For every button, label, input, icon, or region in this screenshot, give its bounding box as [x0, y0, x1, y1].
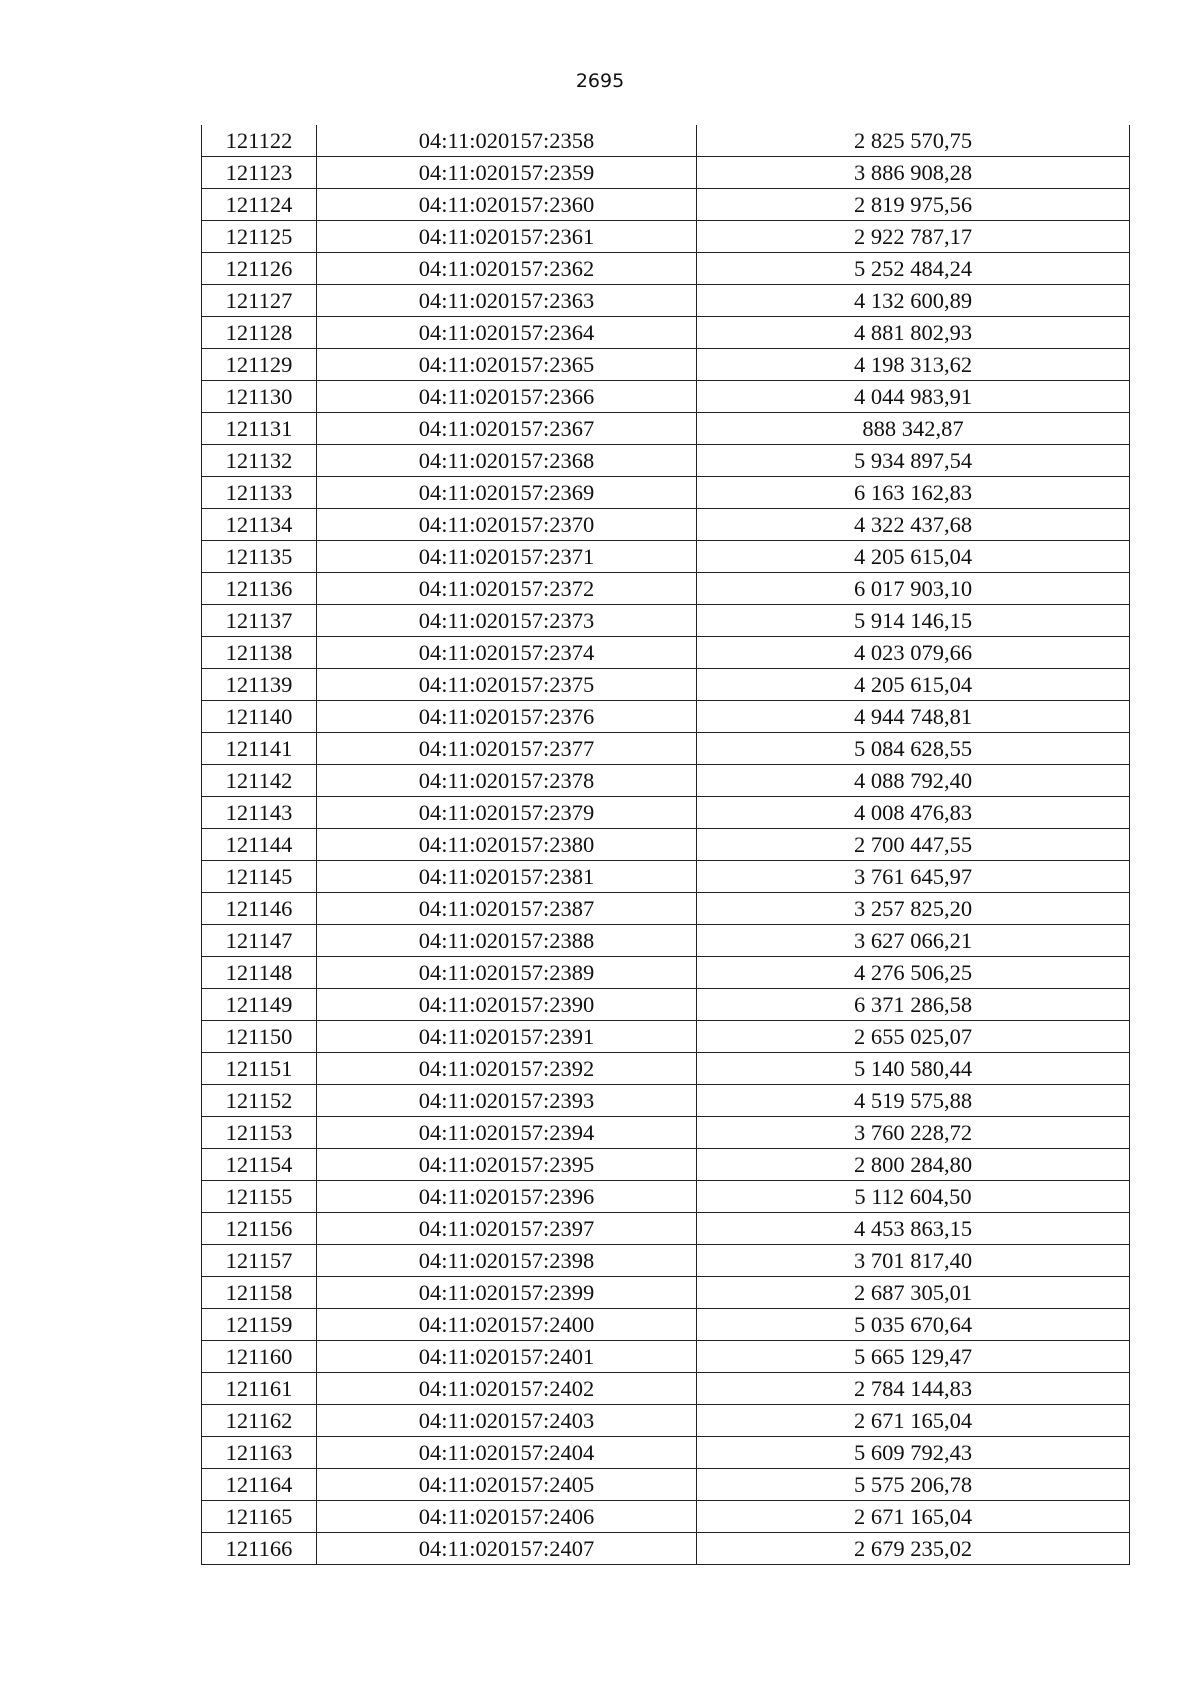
cadastral-value-cell: 4 008 476,83 — [697, 797, 1130, 829]
row-number-cell: 121144 — [202, 829, 317, 861]
cadastral-value-cell: 5 934 897,54 — [697, 445, 1130, 477]
table-row — [202, 1181, 1130, 1213]
cadastral-number-cell: 04:11:020157:2370 — [317, 509, 697, 541]
table-row — [202, 157, 1130, 189]
table-row — [202, 893, 1130, 925]
row-number-cell: 121130 — [202, 381, 317, 413]
row-number-cell: 121132 — [202, 445, 317, 477]
cadastral-value-cell: 3 627 066,21 — [697, 925, 1130, 957]
cadastral-number-cell: 04:11:020157:2373 — [317, 605, 697, 637]
row-number-cell: 121165 — [202, 1501, 317, 1533]
table-row — [202, 1405, 1130, 1437]
table-row — [202, 1277, 1130, 1309]
cadastral-value-cell: 5 665 129,47 — [697, 1341, 1130, 1373]
table-row — [202, 1245, 1130, 1277]
cadastral-value-cell: 5 035 670,64 — [697, 1309, 1130, 1341]
row-number-cell: 121124 — [202, 189, 317, 221]
row-number-cell: 121133 — [202, 477, 317, 509]
table-row — [202, 701, 1130, 733]
table-row — [202, 957, 1130, 989]
table-row — [202, 1085, 1130, 1117]
row-number-cell: 121156 — [202, 1213, 317, 1245]
cadastral-value-cell: 4 132 600,89 — [697, 285, 1130, 317]
cadastral-value-cell: 2 800 284,80 — [697, 1149, 1130, 1181]
table-row — [202, 1213, 1130, 1245]
cadastral-number-cell: 04:11:020157:2374 — [317, 637, 697, 669]
row-number-cell: 121140 — [202, 701, 317, 733]
cadastral-value-cell: 2 671 165,04 — [697, 1405, 1130, 1437]
row-number-cell: 121143 — [202, 797, 317, 829]
table-row — [202, 669, 1130, 701]
table-row — [202, 317, 1130, 349]
table-row — [202, 285, 1130, 317]
table-row — [202, 605, 1130, 637]
cadastral-number-cell: 04:11:020157:2392 — [317, 1053, 697, 1085]
cadastral-value-cell: 4 088 792,40 — [697, 765, 1130, 797]
row-number-cell: 121151 — [202, 1053, 317, 1085]
row-number-cell: 121142 — [202, 765, 317, 797]
row-number-cell: 121135 — [202, 541, 317, 573]
table-row — [202, 125, 1130, 157]
row-number-cell: 121123 — [202, 157, 317, 189]
row-number-cell: 121160 — [202, 1341, 317, 1373]
cadastral-value-cell: 6 017 903,10 — [697, 573, 1130, 605]
cadastral-number-cell: 04:11:020157:2368 — [317, 445, 697, 477]
row-number-cell: 121138 — [202, 637, 317, 669]
cadastral-number-cell: 04:11:020157:2378 — [317, 765, 697, 797]
cadastral-value-cell: 4 944 748,81 — [697, 701, 1130, 733]
cadastral-value-cell: 2 655 025,07 — [697, 1021, 1130, 1053]
table-row — [202, 637, 1130, 669]
cadastral-value-cell: 5 575 206,78 — [697, 1469, 1130, 1501]
cadastral-value-cell: 2 687 305,01 — [697, 1277, 1130, 1309]
table-row — [202, 221, 1130, 253]
cadastral-value-cell: 5 609 792,43 — [697, 1437, 1130, 1469]
cadastral-number-cell: 04:11:020157:2371 — [317, 541, 697, 573]
row-number-cell: 121141 — [202, 733, 317, 765]
cadastral-value-cell: 4 519 575,88 — [697, 1085, 1130, 1117]
cadastral-value-cell: 4 276 506,25 — [697, 957, 1130, 989]
table-row — [202, 1053, 1130, 1085]
cadastral-number-cell: 04:11:020157:2364 — [317, 317, 697, 349]
table-row — [202, 1021, 1130, 1053]
cadastral-number-cell: 04:11:020157:2376 — [317, 701, 697, 733]
cadastral-number-cell: 04:11:020157:2377 — [317, 733, 697, 765]
cadastral-number-cell: 04:11:020157:2365 — [317, 349, 697, 381]
row-number-cell: 121127 — [202, 285, 317, 317]
cadastral-value-cell: 4 205 615,04 — [697, 669, 1130, 701]
table-body — [202, 125, 1130, 1565]
row-number-cell: 121134 — [202, 509, 317, 541]
cadastral-value-cell: 3 701 817,40 — [697, 1245, 1130, 1277]
cadastral-number-cell: 04:11:020157:2359 — [317, 157, 697, 189]
cadastral-number-cell: 04:11:020157:2358 — [317, 125, 697, 157]
cadastral-number-cell: 04:11:020157:2401 — [317, 1341, 697, 1373]
row-number-cell: 121157 — [202, 1245, 317, 1277]
table-row — [202, 445, 1130, 477]
cadastral-number-cell: 04:11:020157:2398 — [317, 1245, 697, 1277]
row-number-cell: 121166 — [202, 1533, 317, 1565]
row-number-cell: 121128 — [202, 317, 317, 349]
row-number-cell: 121139 — [202, 669, 317, 701]
table-row — [202, 989, 1130, 1021]
cadastral-value-cell: 6 163 162,83 — [697, 477, 1130, 509]
cadastral-value-cell: 4 205 615,04 — [697, 541, 1130, 573]
table-row — [202, 829, 1130, 861]
row-number-cell: 121152 — [202, 1085, 317, 1117]
cadastral-value-cell: 2 679 235,02 — [697, 1533, 1130, 1565]
cadastral-number-cell: 04:11:020157:2380 — [317, 829, 697, 861]
cadastral-value-cell: 2 825 570,75 — [697, 125, 1130, 157]
cadastral-number-cell: 04:11:020157:2407 — [317, 1533, 697, 1565]
cadastral-value-cell: 888 342,87 — [697, 413, 1130, 445]
cadastral-value-cell: 4 322 437,68 — [697, 509, 1130, 541]
table-row — [202, 253, 1130, 285]
row-number-cell: 121137 — [202, 605, 317, 637]
cadastral-number-cell: 04:11:020157:2394 — [317, 1117, 697, 1149]
row-number-cell: 121163 — [202, 1437, 317, 1469]
table-row — [202, 765, 1130, 797]
cadastral-number-cell: 04:11:020157:2381 — [317, 861, 697, 893]
table-row — [202, 1533, 1130, 1565]
cadastral-number-cell: 04:11:020157:2400 — [317, 1309, 697, 1341]
cadastral-value-cell: 2 784 144,83 — [697, 1373, 1130, 1405]
cadastral-number-cell: 04:11:020157:2367 — [317, 413, 697, 445]
table-row — [202, 573, 1130, 605]
row-number-cell: 121150 — [202, 1021, 317, 1053]
row-number-cell: 121146 — [202, 893, 317, 925]
cadastral-number-cell: 04:11:020157:2366 — [317, 381, 697, 413]
row-number-cell: 121147 — [202, 925, 317, 957]
cadastral-number-cell: 04:11:020157:2404 — [317, 1437, 697, 1469]
row-number-cell: 121154 — [202, 1149, 317, 1181]
cadastral-number-cell: 04:11:020157:2391 — [317, 1021, 697, 1053]
cadastral-value-cell: 4 023 079,66 — [697, 637, 1130, 669]
table-row — [202, 541, 1130, 573]
cadastral-number-cell: 04:11:020157:2405 — [317, 1469, 697, 1501]
table-row — [202, 733, 1130, 765]
cadastral-number-cell: 04:11:020157:2363 — [317, 285, 697, 317]
row-number-cell: 121126 — [202, 253, 317, 285]
row-number-cell: 121136 — [202, 573, 317, 605]
row-number-cell: 121149 — [202, 989, 317, 1021]
table-row — [202, 1309, 1130, 1341]
cadastral-number-cell: 04:11:020157:2390 — [317, 989, 697, 1021]
cadastral-number-cell: 04:11:020157:2375 — [317, 669, 697, 701]
cadastral-number-cell: 04:11:020157:2406 — [317, 1501, 697, 1533]
table-row — [202, 925, 1130, 957]
row-number-cell: 121158 — [202, 1277, 317, 1309]
cadastral-number-cell: 04:11:020157:2402 — [317, 1373, 697, 1405]
table-row — [202, 349, 1130, 381]
page-number: 2695 — [575, 70, 625, 92]
cadastral-value-cell: 3 760 228,72 — [697, 1117, 1130, 1149]
cadastral-number-cell: 04:11:020157:2372 — [317, 573, 697, 605]
row-number-cell: 121162 — [202, 1405, 317, 1437]
cadastral-number-cell: 04:11:020157:2361 — [317, 221, 697, 253]
cadastral-value-cell: 3 761 645,97 — [697, 861, 1130, 893]
table-row — [202, 797, 1130, 829]
row-number-cell: 121159 — [202, 1309, 317, 1341]
cadastral-number-cell: 04:11:020157:2403 — [317, 1405, 697, 1437]
cadastral-value-cell: 3 257 825,20 — [697, 893, 1130, 925]
cadastral-number-cell: 04:11:020157:2388 — [317, 925, 697, 957]
cadastral-value-cell: 4 044 983,91 — [697, 381, 1130, 413]
cadastral-number-cell: 04:11:020157:2369 — [317, 477, 697, 509]
cadastral-value-cell: 4 453 863,15 — [697, 1213, 1130, 1245]
cadastral-value-cell: 5 252 484,24 — [697, 253, 1130, 285]
table-row — [202, 1501, 1130, 1533]
cadastral-number-cell: 04:11:020157:2393 — [317, 1085, 697, 1117]
row-number-cell: 121153 — [202, 1117, 317, 1149]
cadastral-value-table — [201, 125, 1130, 1565]
cadastral-number-cell: 04:11:020157:2399 — [317, 1277, 697, 1309]
table-row — [202, 413, 1130, 445]
table-row — [202, 1469, 1130, 1501]
cadastral-value-cell: 4 881 802,93 — [697, 317, 1130, 349]
cadastral-value-cell: 5 084 628,55 — [697, 733, 1130, 765]
cadastral-number-cell: 04:11:020157:2396 — [317, 1181, 697, 1213]
cadastral-value-cell: 2 700 447,55 — [697, 829, 1130, 861]
table-row — [202, 477, 1130, 509]
cadastral-value-cell: 2 922 787,17 — [697, 221, 1130, 253]
table-row — [202, 1437, 1130, 1469]
row-number-cell: 121129 — [202, 349, 317, 381]
cadastral-value-cell: 2 671 165,04 — [697, 1501, 1130, 1533]
table-row — [202, 1117, 1130, 1149]
table-row — [202, 1149, 1130, 1181]
cadastral-value-cell: 3 886 908,28 — [697, 157, 1130, 189]
cadastral-value-cell: 5 914 146,15 — [697, 605, 1130, 637]
cadastral-number-cell: 04:11:020157:2362 — [317, 253, 697, 285]
cadastral-value-cell: 5 140 580,44 — [697, 1053, 1130, 1085]
row-number-cell: 121145 — [202, 861, 317, 893]
table-row — [202, 1373, 1130, 1405]
table-row — [202, 861, 1130, 893]
table-row — [202, 381, 1130, 413]
row-number-cell: 121125 — [202, 221, 317, 253]
cadastral-value-cell: 2 819 975,56 — [697, 189, 1130, 221]
cadastral-value-cell: 6 371 286,58 — [697, 989, 1130, 1021]
table-row — [202, 1341, 1130, 1373]
cadastral-number-cell: 04:11:020157:2360 — [317, 189, 697, 221]
cadastral-value-cell: 5 112 604,50 — [697, 1181, 1130, 1213]
cadastral-number-cell: 04:11:020157:2387 — [317, 893, 697, 925]
cadastral-number-cell: 04:11:020157:2379 — [317, 797, 697, 829]
row-number-cell: 121164 — [202, 1469, 317, 1501]
row-number-cell: 121131 — [202, 413, 317, 445]
row-number-cell: 121122 — [202, 125, 317, 157]
row-number-cell: 121155 — [202, 1181, 317, 1213]
cadastral-number-cell: 04:11:020157:2389 — [317, 957, 697, 989]
table-row — [202, 189, 1130, 221]
cadastral-number-cell: 04:11:020157:2395 — [317, 1149, 697, 1181]
row-number-cell: 121161 — [202, 1373, 317, 1405]
cadastral-value-cell: 4 198 313,62 — [697, 349, 1130, 381]
row-number-cell: 121148 — [202, 957, 317, 989]
table-row — [202, 509, 1130, 541]
cadastral-number-cell: 04:11:020157:2397 — [317, 1213, 697, 1245]
